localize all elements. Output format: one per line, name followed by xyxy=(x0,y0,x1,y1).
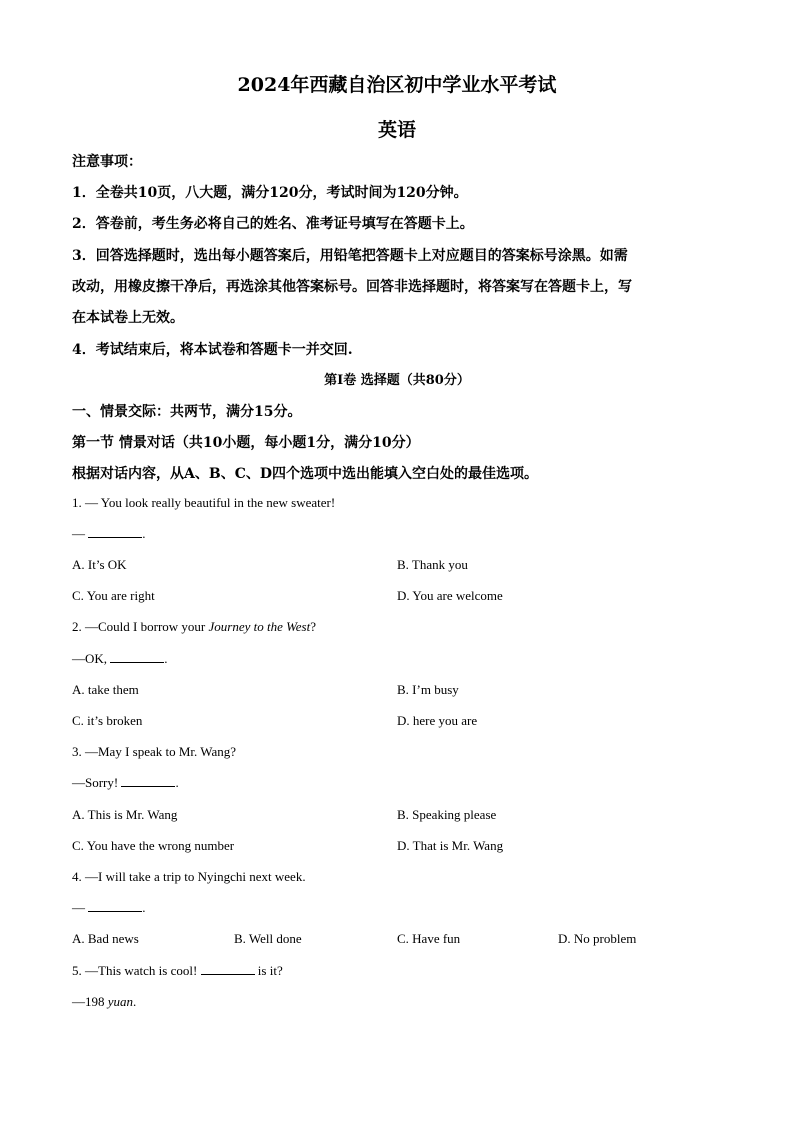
question-3-prompt: 3. —May I speak to Mr. Wang? xyxy=(72,744,237,759)
question-2-reply xyxy=(72,651,168,667)
notice-item-1: 1．全卷共10页，八大题，满分120分，考试时间为120分钟。 xyxy=(72,185,468,201)
question-4-option-b: B. Well done xyxy=(234,931,302,946)
question-3-option-b: B. Speaking please xyxy=(397,807,497,822)
answer-blank xyxy=(88,901,142,912)
question-2-prompt xyxy=(72,619,316,635)
question-3-option-d: D. That is Mr. Wang xyxy=(397,838,504,853)
subsection-heading: 第一节 情景对话（共10小题，每小题1分，满分10分） xyxy=(72,435,420,451)
question-4-option-c: C. Have fun xyxy=(397,931,461,946)
prompt-end: ? xyxy=(310,619,316,634)
answer-blank xyxy=(88,527,142,538)
notice-item-2: 2．答卷前，考生务必将自己的姓名、准考证号填写在答题卡上。 xyxy=(72,216,474,232)
notice-item-3-line-2: 改动，用橡皮擦干净后，再选涂其他答案标号。回答非选择题时，将答案写在答题卡上，写 xyxy=(72,279,632,295)
question-1-option-c: C. You are right xyxy=(72,588,155,603)
answer-blank xyxy=(201,964,255,975)
exam-title: 2024年西藏自治区初中学业水平考试 xyxy=(237,74,557,96)
reply-suffix: . xyxy=(164,651,168,666)
prompt-text: 2. —Could I borrow your xyxy=(72,619,209,634)
question-1-prompt: 1. — You look really beautiful in the new sweater! xyxy=(72,495,336,510)
reply-suffix: . xyxy=(142,900,146,915)
prompt-end: is it? xyxy=(254,963,283,978)
question-3-option-a: A. This is Mr. Wang xyxy=(72,807,178,822)
reply-prefix: —OK, xyxy=(72,651,111,666)
answer-blank xyxy=(110,652,164,663)
question-5-reply xyxy=(72,994,136,1010)
question-5-prompt xyxy=(72,963,283,979)
question-2-option-d: D. here you are xyxy=(397,713,478,728)
book-title: Journey to the West xyxy=(208,619,311,634)
notice-item-3-line-1: 3．回答选择题时，选出每小题答案后，用铅笔把答题卡上对应题目的答案标号涂黑。如需 xyxy=(72,248,628,264)
part-heading: 第Ⅰ卷 选择题（共80分） xyxy=(324,373,470,388)
question-2-option-c: C. it’s broken xyxy=(72,713,143,728)
question-2-option-a: A. take them xyxy=(72,682,139,697)
question-4-option-a: A. Bad news xyxy=(72,931,139,946)
question-4-option-d: D. No problem xyxy=(558,931,637,946)
section-heading: 一、情景交际：共两节，满分15分。 xyxy=(72,404,302,420)
notice-item-4: 4．考试结束后，将本试卷和答题卡一并交回. xyxy=(72,342,353,358)
notice-heading: 注意事项： xyxy=(72,154,142,170)
reply-suffix: . xyxy=(175,775,179,790)
prompt-text: 5. —This watch is cool! xyxy=(72,963,201,978)
reply-prefix: —Sorry! xyxy=(72,775,122,790)
question-3-reply xyxy=(72,775,179,791)
question-3-option-c: C. You have the wrong number xyxy=(72,838,235,853)
reply-suffix: . xyxy=(133,994,137,1009)
question-1-option-b: B. Thank you xyxy=(397,557,468,572)
reply-prefix: — xyxy=(72,526,89,541)
subject-title: 英语 xyxy=(377,119,416,141)
question-2-option-b: B. I’m busy xyxy=(397,682,459,697)
reply-prefix: — xyxy=(72,900,89,915)
notice-item-3-line-3: 在本试卷上无效。 xyxy=(72,310,184,326)
answer-blank xyxy=(121,776,175,787)
question-4-reply xyxy=(72,900,146,916)
reply-suffix: . xyxy=(142,526,146,541)
reply-prefix: —198 xyxy=(72,994,108,1009)
question-1-option-a: A. It’s OK xyxy=(72,557,127,572)
question-1-reply xyxy=(72,526,146,542)
question-1-option-d: D. You are welcome xyxy=(397,588,503,603)
instruction-text: 根据对话内容，从A、B、C、D四个选项中选出能填入空白处的最佳选项。 xyxy=(72,466,538,482)
question-4-prompt: 4. —I will take a trip to Nyingchi next week. xyxy=(72,869,306,884)
currency-word: yuan xyxy=(107,994,134,1009)
